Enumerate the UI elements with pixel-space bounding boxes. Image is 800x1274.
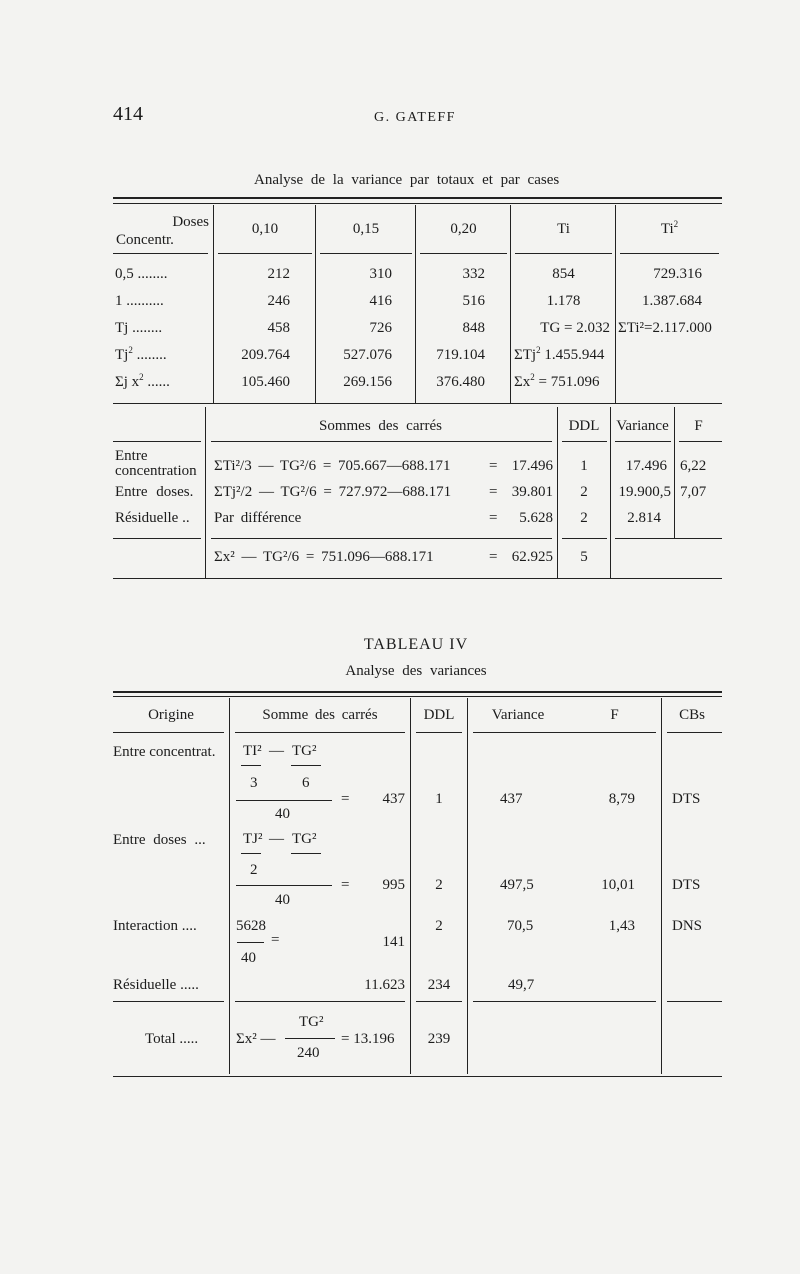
header-ddl: DDL xyxy=(423,707,455,723)
fraction-bar xyxy=(291,853,321,854)
frac-num: TG² xyxy=(292,743,317,759)
row-label-tj: Tj ........ xyxy=(115,320,163,336)
equals: = xyxy=(341,877,350,893)
table2-rule xyxy=(113,538,201,539)
cell: 376.480 xyxy=(436,374,485,390)
row-label: 0,5 ........ xyxy=(115,266,168,282)
table3-header-rule xyxy=(667,732,722,733)
col-header: 0,10 xyxy=(251,221,279,237)
header-f: F xyxy=(610,707,619,723)
variance: 2.814 xyxy=(627,510,661,526)
table1-header-rule xyxy=(320,253,412,254)
cell: 212 xyxy=(267,266,290,282)
table2-header-rule xyxy=(615,441,671,442)
value: 141 xyxy=(382,934,405,950)
table3-top-rule-2 xyxy=(113,696,722,697)
cell: 332 xyxy=(462,266,485,282)
cell-ti2: 1.387.684 xyxy=(642,293,702,309)
table3-top-rule xyxy=(113,691,722,693)
table3-subtitle: Analyse des variances xyxy=(345,663,487,679)
fraction-bar xyxy=(236,885,332,886)
row-label: Interaction .... xyxy=(113,918,197,934)
equals: = xyxy=(341,791,350,807)
fraction-bar xyxy=(237,942,264,943)
table1-top-rule xyxy=(113,197,722,199)
cbs-value: DTS xyxy=(672,877,701,893)
sum-x2: Σx² — xyxy=(236,1031,276,1047)
variance: 17.496 xyxy=(625,458,667,474)
ddl: 2 xyxy=(580,484,588,500)
cell: 310 xyxy=(369,266,392,282)
row-label-sumx: Σj $x^2$ ...... xyxy=(115,372,170,390)
minus-sign: — xyxy=(269,831,284,847)
value: 39.801 xyxy=(511,484,553,500)
table1-header-rule xyxy=(620,253,719,254)
fraction-bar xyxy=(291,765,321,766)
table3-bottom-rule xyxy=(113,1076,722,1077)
frac-den: 6 xyxy=(302,775,310,791)
row-label: Résiduelle .. xyxy=(115,510,190,526)
table3-vline xyxy=(661,698,662,1074)
header-concentr: Concentr. xyxy=(116,232,174,248)
frac-den: 3 xyxy=(250,775,258,791)
cell-sum-ti2: ΣTi²=2.117.000 xyxy=(618,320,712,336)
row-label: concentration xyxy=(115,463,197,479)
equals: = xyxy=(489,458,498,474)
frac-num: TJ² xyxy=(243,831,263,847)
equals: = xyxy=(489,510,498,526)
row-label-total: Total ..... xyxy=(145,1031,199,1047)
variance: 70,5 xyxy=(507,918,534,934)
frac-num: TG² xyxy=(299,1014,324,1030)
table2-vline xyxy=(205,407,206,578)
cell: 269.156 xyxy=(343,374,392,390)
table2-rule xyxy=(211,538,552,539)
header-doses: Doses xyxy=(172,214,209,230)
cell-sum-x2: $\Sigma x^2 = 751.096$ xyxy=(514,372,600,390)
variance: 49,7 xyxy=(508,977,535,993)
table2-bottom-rule xyxy=(113,578,722,579)
fraction-bar xyxy=(285,1038,335,1039)
frac-den: 40 xyxy=(241,950,256,966)
cell: 516 xyxy=(462,293,485,309)
col-header-ti2: Ti$^2$ xyxy=(660,219,679,237)
table1-header-rule xyxy=(113,253,208,254)
cell-sum-tj2: ΣTj$^2$ 1.455.944 xyxy=(514,345,605,363)
header-sommes: Sommes des carrés xyxy=(319,418,442,434)
table3-vline xyxy=(467,698,468,1074)
cell-ti2: 729.316 xyxy=(653,266,702,282)
ddl: 2 xyxy=(435,877,443,893)
table3-vline xyxy=(229,698,230,1074)
minus-sign: — xyxy=(269,743,284,759)
cell-ti: 1.178 xyxy=(546,293,581,309)
cell: 246 xyxy=(267,293,290,309)
cbs-value: DTS xyxy=(672,791,701,807)
formula: ΣTi²/3 — TG²/6 = 705.667—688.171 xyxy=(214,458,451,474)
cell-tg: TG = 2.032 xyxy=(540,320,610,336)
frac-den: 40 xyxy=(275,806,290,822)
value: 5.628 xyxy=(519,510,553,526)
header-origine: Origine xyxy=(148,707,194,723)
f-value: 8,79 xyxy=(608,791,635,807)
ddl-total: 5 xyxy=(580,549,588,565)
table3-header-rule xyxy=(235,732,405,733)
f-value: 7,07 xyxy=(680,484,707,500)
table3-header-rule xyxy=(113,732,224,733)
equals: = xyxy=(271,932,280,948)
f-value: 6,22 xyxy=(680,458,707,474)
table1-bottom-rule xyxy=(113,403,722,404)
header-f: F xyxy=(694,418,703,434)
table2-header-rule xyxy=(679,441,722,442)
table3-rule xyxy=(473,1001,656,1002)
row-label: Résiduelle ..... xyxy=(113,977,199,993)
ddl: 234 xyxy=(427,977,451,993)
table3-rule xyxy=(667,1001,722,1002)
row-label-tj2: Tj$^2$ ........ xyxy=(115,345,167,363)
value-total: 62.925 xyxy=(511,549,553,565)
table1-vline xyxy=(510,205,511,403)
ddl: 1 xyxy=(580,458,588,474)
table3-header-rule xyxy=(473,732,656,733)
row-label: Entre xyxy=(115,448,148,464)
value: 437 xyxy=(382,791,405,807)
variance: 437 xyxy=(500,791,523,807)
formula-total: Σx² — TG²/6 = 751.096—688.171 xyxy=(214,549,434,565)
table2-header-rule xyxy=(211,441,552,442)
fraction-bar xyxy=(241,765,261,766)
ddl-total: 239 xyxy=(427,1031,451,1047)
page-number: 414 xyxy=(113,103,143,125)
table1-top-rule-2 xyxy=(113,203,722,204)
variance: 19.900,5 xyxy=(618,484,671,500)
cell-ti: 854 xyxy=(552,266,575,282)
row-label: Entre doses. xyxy=(115,484,194,500)
row-label: Entre concentrat. xyxy=(113,744,216,760)
ddl: 1 xyxy=(435,791,443,807)
row-label: Entre doses ... xyxy=(113,832,206,848)
cell: 719.104 xyxy=(436,347,485,363)
variance: 497,5 xyxy=(500,877,534,893)
table1-vline xyxy=(213,205,214,403)
table3-rule xyxy=(113,1001,224,1002)
table2-header-rule xyxy=(113,441,201,442)
table1-vline xyxy=(415,205,416,403)
f-value: 10,01 xyxy=(601,877,635,893)
value: 11.623 xyxy=(364,977,405,993)
frac-num: TG² xyxy=(292,831,317,847)
table1-vline xyxy=(615,205,616,403)
row-label: 1 .......... xyxy=(115,293,164,309)
frac-num: TI² xyxy=(243,743,262,759)
col-header-ti: Ti xyxy=(557,221,570,237)
ddl: 2 xyxy=(435,918,443,934)
table3-rule xyxy=(235,1001,405,1002)
table1-vline xyxy=(315,205,316,403)
value: 995 xyxy=(382,877,405,893)
equals: = xyxy=(489,549,498,565)
fraction-bar xyxy=(241,853,261,854)
table2-rule xyxy=(615,538,722,539)
cell: 527.076 xyxy=(343,347,392,363)
ddl: 2 xyxy=(580,510,588,526)
table3-rule xyxy=(416,1001,462,1002)
header-variance: Variance xyxy=(616,418,669,434)
table1-header-rule xyxy=(515,253,612,254)
cell: 726 xyxy=(369,320,392,336)
running-title: G. GATEFF xyxy=(374,110,456,125)
table3-title: TABLEAU IV xyxy=(363,636,469,653)
table1-header-rule xyxy=(420,253,507,254)
frac-num: 5628 xyxy=(236,918,266,934)
cell: 209.764 xyxy=(241,347,290,363)
header-cbs: CBs xyxy=(679,707,705,723)
cell: 416 xyxy=(369,293,392,309)
col-header: 0,20 xyxy=(450,221,477,237)
formula: Par différence xyxy=(214,510,302,526)
header-ddl: DDL xyxy=(568,418,600,434)
cell: 458 xyxy=(267,320,290,336)
cbs-value: DNS xyxy=(672,918,703,934)
col-header: 0,15 xyxy=(352,221,380,237)
table3-header-rule xyxy=(416,732,462,733)
table2-rule xyxy=(562,538,607,539)
table1-title: Analyse de la variance par totaux et par cases xyxy=(254,172,560,188)
cell: 105.460 xyxy=(241,374,290,390)
table1-header-rule xyxy=(218,253,312,254)
equals: = xyxy=(489,484,498,500)
frac-den: 40 xyxy=(275,892,290,908)
frac-den: 240 xyxy=(297,1045,320,1061)
fraction-bar xyxy=(236,800,332,801)
formula: ΣTj²/2 — TG²/6 = 727.972—688.171 xyxy=(214,484,452,500)
value: 17.496 xyxy=(511,458,553,474)
value-total: = 13.196 xyxy=(341,1031,395,1047)
table2-header-rule xyxy=(562,441,607,442)
frac-den: 2 xyxy=(250,862,258,878)
header-somme: Somme des carrés xyxy=(262,707,378,723)
header-variance: Variance xyxy=(491,707,545,723)
cell: 848 xyxy=(462,320,485,336)
f-value: 1,43 xyxy=(608,918,635,934)
